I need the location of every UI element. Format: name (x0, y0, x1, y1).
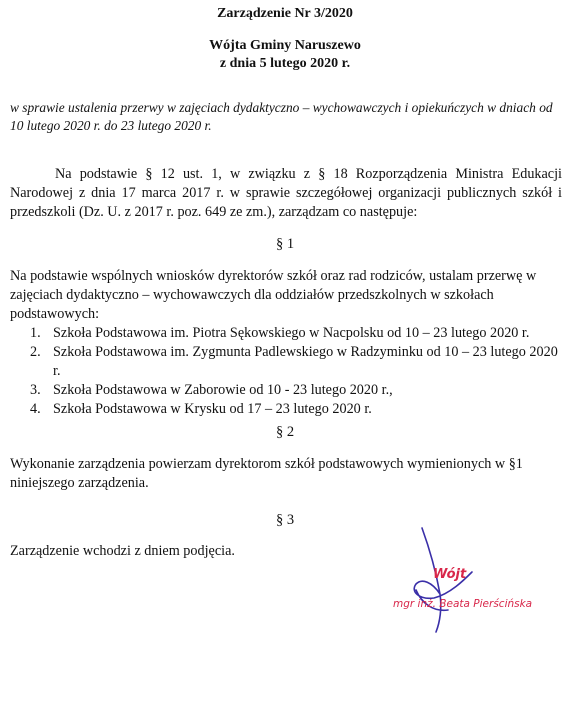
section-1-text: Na podstawie wspólnych wniosków dyrektorów szkół oraz rad rodziców, ustalam przerwę w zajęciach dydaktyczno – wychowawczych dla oddziałów przedszkolnych w szkołach podstawowych: (10, 268, 537, 322)
list-item-number: 3. (30, 382, 41, 398)
school-list (10, 324, 566, 419)
stamp-name: mgr inż. Beata Pierścińska (393, 598, 533, 610)
section-3-heading: § 3 (275, 512, 295, 528)
list-item-number: 1. (30, 325, 41, 341)
issue-date: z dnia 5 lutego 2020 r. (219, 56, 351, 71)
list-item (10, 381, 566, 400)
list-item-text: Szkoła Podstawowa w Krysku od 17 – 23 lutego 2020 r. (53, 401, 372, 417)
stamp-title: Wójt (433, 567, 467, 582)
list-item (10, 324, 566, 343)
section-2-heading: § 2 (275, 424, 295, 440)
document-subject: w sprawie ustalenia przerwy w zajęciach dydaktyczno – wychowawczych i opiekuńczych w dniach od 10 lutego 2020 r. do 23 lutego 2020 r. (10, 100, 553, 133)
document-title: Zarządzenie Nr 3/2020 (217, 6, 353, 21)
section-2-text: Wykonanie zarządzenia powierzam dyrektorom szkół podstawowych wymienionych w §1 niniejszego zarządzenia. (10, 456, 523, 491)
list-item-number: 2. (30, 344, 41, 360)
issuing-authority: Wójta Gminy Naruszewo (209, 38, 361, 53)
list-item-text: Szkoła Podstawowa w Zaborowie od 10 - 23 lutego 2020 r., (53, 382, 393, 398)
list-item (10, 343, 566, 381)
list-item-text: Szkoła Podstawowa im. Piotra Sękowskiego w Nacpolsku od 10 – 23 lutego 2020 r. (53, 325, 530, 341)
document-authority-block (0, 37, 570, 73)
section-1-heading: § 1 (275, 236, 295, 252)
list-item (10, 400, 566, 419)
list-item-number: 4. (30, 401, 41, 417)
legal-basis: Na podstawie § 12 ust. 1, w związku z § 18 Rozporządzenia Ministra Edukacji Narodowej z dnia 17 marca 2017 r. w sprawie szczegółowej organizacji publicznych szkół i przedszkoli (Dz. U. z 2017 r. poz. 649 ze zm.), zarządzam co następuje: (10, 166, 562, 220)
section-3-text: Zarządzenie wchodzi z dniem podjęcia. (10, 543, 235, 559)
list-item-text: Szkoła Podstawowa im. Zygmunta Padlewskiego w Radzyminku od 10 – 23 lutego 2020 r. (53, 344, 558, 379)
